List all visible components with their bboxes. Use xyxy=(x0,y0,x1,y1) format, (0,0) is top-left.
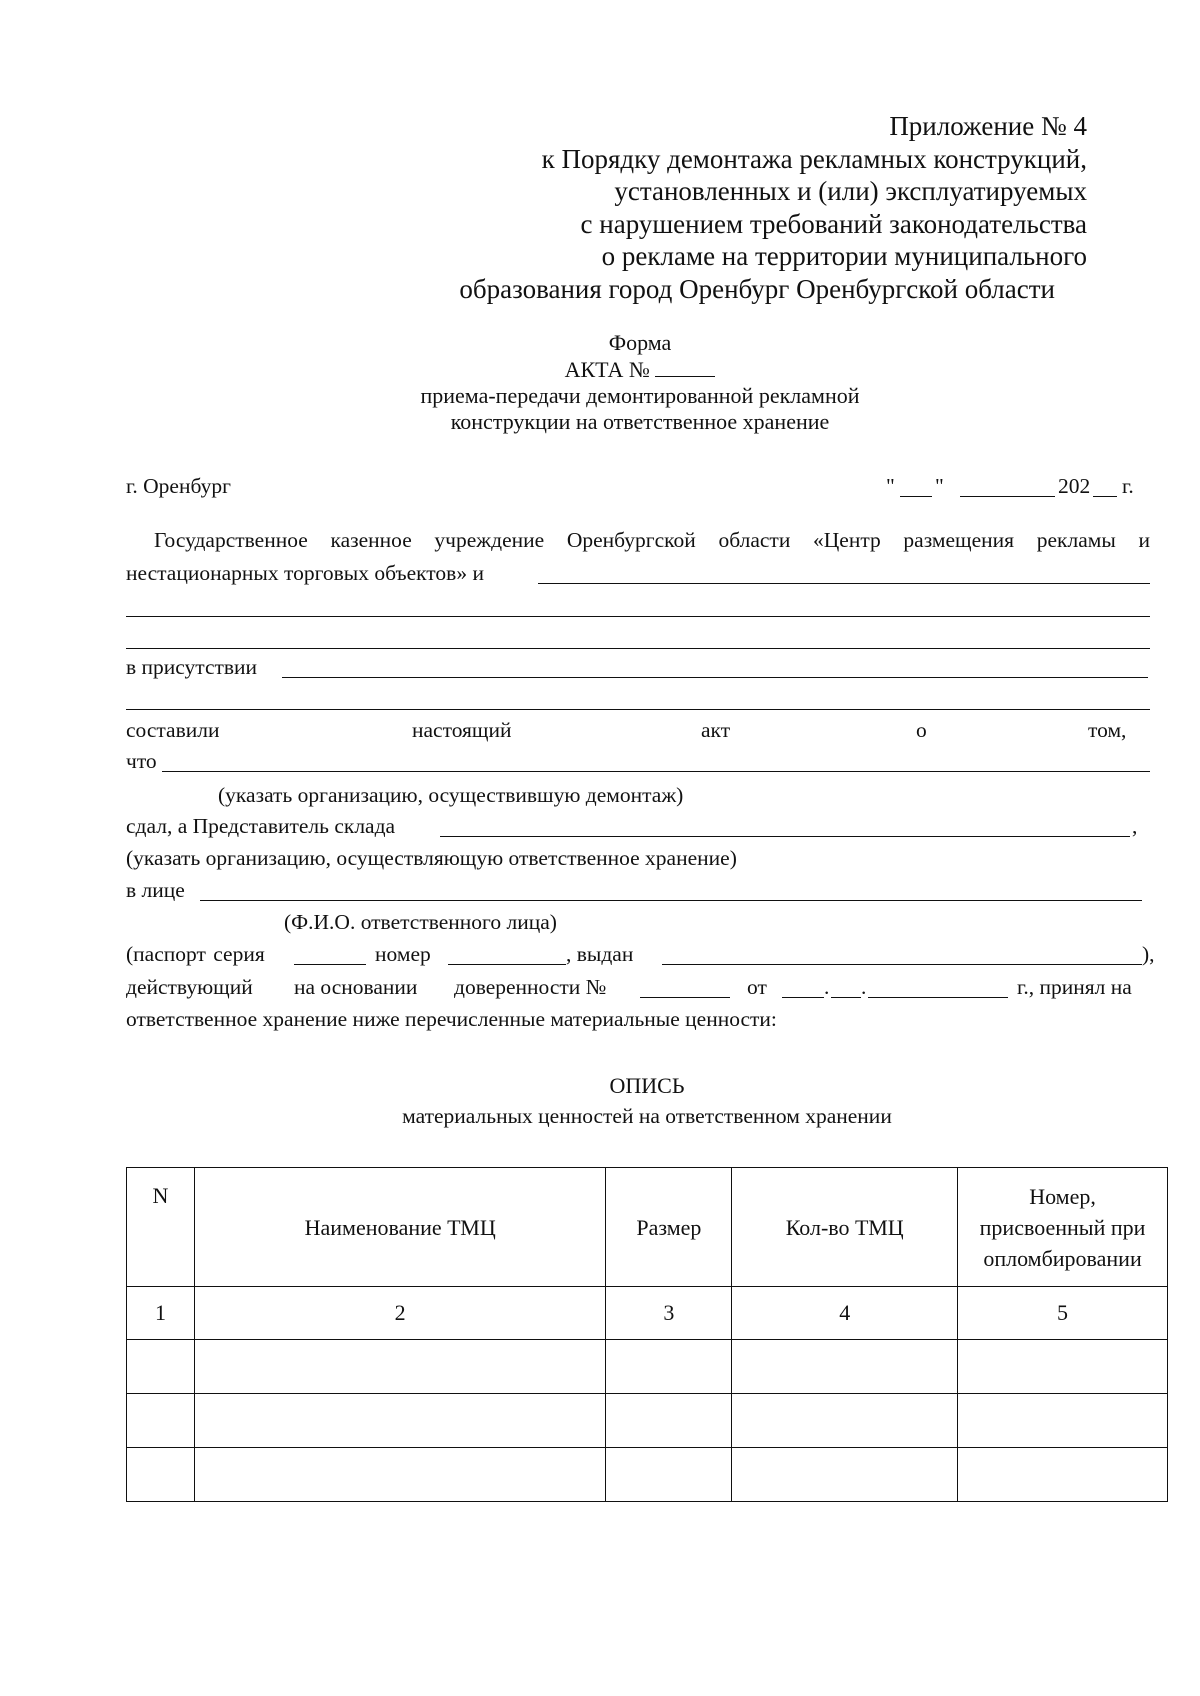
appendix-line: к Порядку демонтажа рекламных конструкций, xyxy=(541,143,1087,174)
col-number: 1 xyxy=(127,1287,195,1340)
date-year: 202 xyxy=(1058,474,1091,498)
table-cell[interactable] xyxy=(127,1448,195,1502)
appendix-line: о рекламе на территории муниципального xyxy=(601,241,1087,271)
handed-comma: , xyxy=(1132,814,1138,838)
composed-word-3: акт xyxy=(701,718,731,742)
passport-close: ), xyxy=(1142,942,1155,966)
date-quote-open: " xyxy=(886,474,895,498)
table-row xyxy=(127,1394,1168,1448)
date-day-blank[interactable] xyxy=(900,496,932,497)
passport-open: (паспорт серия xyxy=(126,942,265,966)
table-row xyxy=(127,1448,1168,1502)
table-cell[interactable] xyxy=(958,1448,1168,1502)
date-dot: . xyxy=(861,975,867,999)
in-person-blank[interactable] xyxy=(200,900,1142,901)
table-header-row xyxy=(127,1168,1168,1287)
passport-issued-blank[interactable] xyxy=(662,964,1142,965)
table-cell[interactable] xyxy=(606,1394,732,1448)
table-row xyxy=(127,1340,1168,1394)
composed-word-5: том, xyxy=(1088,718,1127,742)
header-seal-line: опломбировании xyxy=(983,1245,1142,1271)
acting-accepted: г., принял на xyxy=(1017,975,1132,999)
composed-word-4: о xyxy=(916,718,927,742)
in-person-label: в лице xyxy=(126,878,185,902)
acting-from-label: от xyxy=(747,975,767,999)
caption-fio: (Ф.И.О. ответственного лица) xyxy=(284,910,557,934)
header-quantity: Кол-во ТМЦ xyxy=(732,1168,958,1287)
caption-demount: (указать организацию, осуществившую демонтаж) xyxy=(218,783,684,807)
blank-line[interactable] xyxy=(126,648,1150,649)
header-n: N xyxy=(127,1168,195,1287)
table-cell[interactable] xyxy=(194,1394,606,1448)
col-number: 3 xyxy=(606,1287,732,1340)
table-cell[interactable] xyxy=(194,1448,606,1502)
table-cell[interactable] xyxy=(958,1394,1168,1448)
attorney-year-blank[interactable] xyxy=(868,997,1008,998)
header-name: Наименование ТМЦ xyxy=(194,1168,606,1287)
act-number-blank[interactable] xyxy=(655,356,715,377)
col-number: 2 xyxy=(194,1287,606,1340)
appendix-header xyxy=(459,110,1087,305)
header-size: Размер xyxy=(606,1168,732,1287)
passport-number-label: номер xyxy=(375,942,431,966)
second-party-blank[interactable] xyxy=(538,583,1150,584)
col-number: 5 xyxy=(958,1287,1168,1340)
composed-word-1: составили xyxy=(126,718,220,742)
form-subtitle-2: конструкции на ответственное хранение xyxy=(450,409,830,434)
table-cell[interactable] xyxy=(732,1340,958,1394)
acting-word-2: на основании xyxy=(294,975,418,999)
date-year-suffix: г. xyxy=(1122,474,1134,498)
appendix-line: образования город Оренбург Оренбургской области xyxy=(459,273,1055,304)
attorney-month-blank[interactable] xyxy=(831,997,861,998)
table-cell[interactable] xyxy=(606,1340,732,1394)
table-cell[interactable] xyxy=(127,1394,195,1448)
that-blank[interactable] xyxy=(162,771,1150,772)
handed-label: сдал, а Представитель склада xyxy=(126,814,396,838)
table-cell[interactable] xyxy=(958,1340,1168,1394)
storage-org-blank[interactable] xyxy=(440,836,1130,837)
form-subtitle-1: приема-передачи демонтированной рекламной xyxy=(420,383,860,408)
table-cell[interactable] xyxy=(127,1340,195,1394)
table-numbering-row xyxy=(127,1287,1168,1340)
appendix-line: Приложение № 4 xyxy=(889,111,1087,141)
col-number: 4 xyxy=(732,1287,958,1340)
header-seal-line: присвоенный при xyxy=(979,1214,1146,1240)
act-title xyxy=(380,356,900,383)
passport-issued-label: , выдан xyxy=(566,942,634,966)
appendix-line: с нарушением требований законодательства xyxy=(580,208,1087,239)
header-seal-line: Номер, xyxy=(1029,1183,1096,1209)
table-cell[interactable] xyxy=(606,1448,732,1502)
power-of-attorney-number-blank[interactable] xyxy=(640,997,730,998)
final-line: ответственное хранение ниже перечисленные материальные ценности: xyxy=(126,1007,777,1031)
passport-number-blank[interactable] xyxy=(448,964,566,965)
acting-word-1: действующий xyxy=(126,975,253,999)
in-presence-blank[interactable] xyxy=(282,677,1148,678)
acting-word-3: доверенности № xyxy=(454,975,607,999)
inventory-title: ОПИСЬ xyxy=(609,1073,685,1098)
inventory-table xyxy=(126,1167,1168,1502)
header-seal-number xyxy=(958,1168,1168,1287)
table-cell[interactable] xyxy=(732,1394,958,1448)
inventory-subtitle: материальных ценностей на ответственном хранении xyxy=(402,1104,892,1128)
in-presence-label: в присутствии xyxy=(126,655,258,679)
blank-line[interactable] xyxy=(126,616,1150,617)
that-label: что xyxy=(126,749,157,773)
appendix-line: установленных и (или) эксплуатируемых xyxy=(614,176,1087,206)
table-cell[interactable] xyxy=(732,1448,958,1502)
para1-line1: Государственное казенное учреждение Оренбургской области «Центр размещения рекламы и xyxy=(154,528,1150,552)
city: г. Оренбург xyxy=(126,474,231,498)
composed-word-2: настоящий xyxy=(412,718,512,742)
table-cell[interactable] xyxy=(194,1340,606,1394)
date-quote-close: " xyxy=(935,474,944,498)
act-title-text: АКТА № xyxy=(564,357,650,382)
form-title-block xyxy=(380,330,900,435)
attorney-day-blank[interactable] xyxy=(782,997,824,998)
date-dot: . xyxy=(824,975,830,999)
passport-series-blank[interactable] xyxy=(294,964,366,965)
date-month-blank[interactable] xyxy=(960,496,1055,497)
blank-line[interactable] xyxy=(126,709,1150,710)
form-label: Форма xyxy=(608,330,672,355)
para1-line2: нестационарных торговых объектов» и xyxy=(126,561,484,585)
date-year-blank[interactable] xyxy=(1093,496,1117,497)
caption-storage: (указать организацию, осуществляющую ответственное хранение) xyxy=(126,846,737,870)
